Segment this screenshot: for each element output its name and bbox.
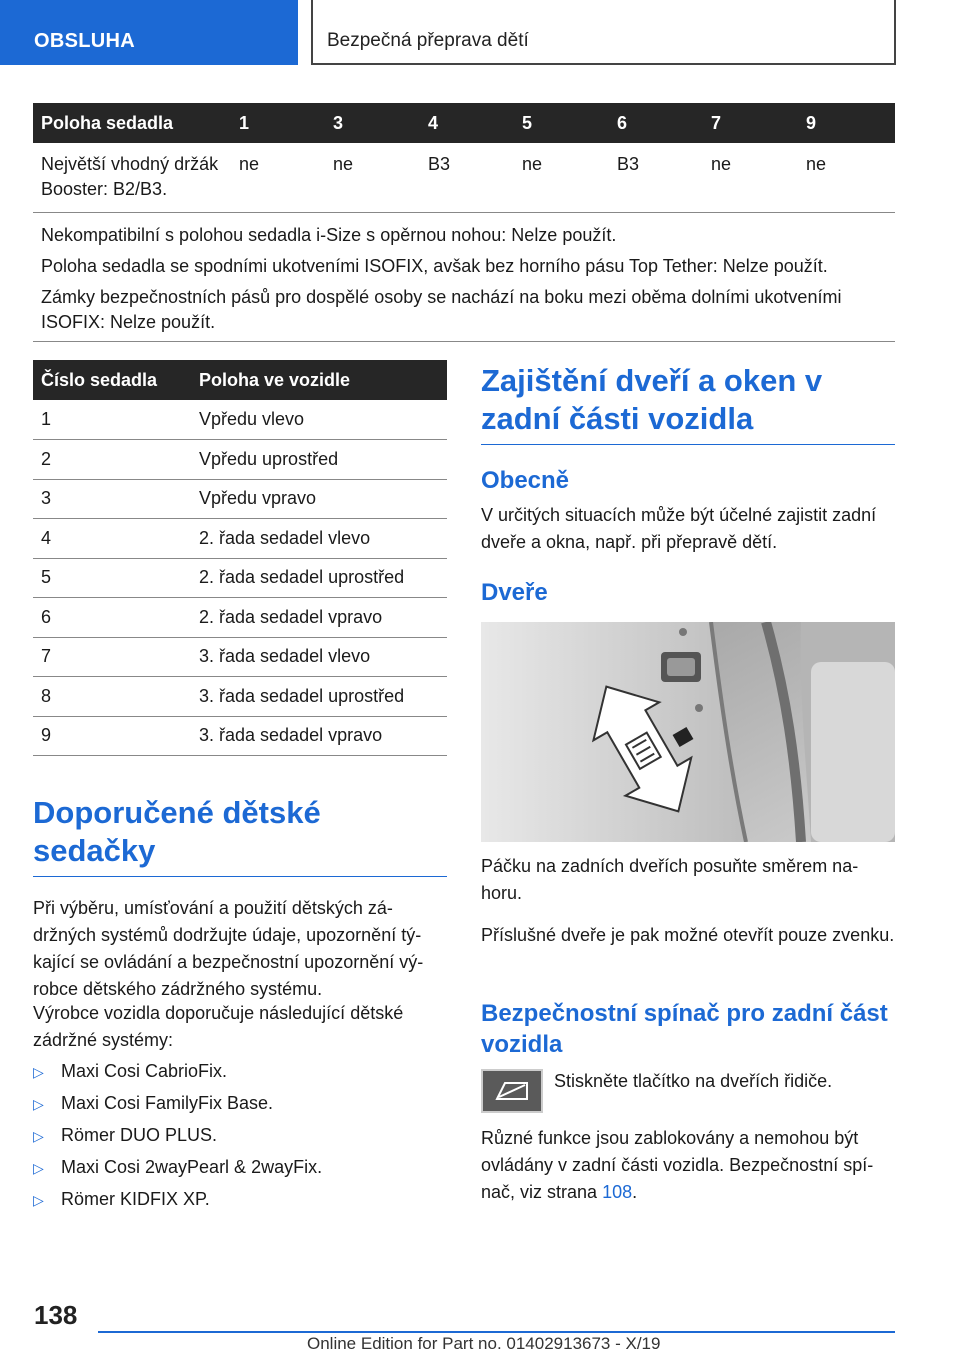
- table-cell: 3. řada sedadel vlevo: [191, 637, 447, 677]
- table-cell: 3. řada sedadel uprostřed: [191, 677, 447, 717]
- table-row: [33, 400, 447, 440]
- table-row: [33, 716, 447, 756]
- table-row: [33, 440, 447, 480]
- table-row: [33, 598, 447, 638]
- table-notes-row: [33, 213, 895, 342]
- seat-position-table: [33, 360, 447, 756]
- table-cell: Vpředu vpravo: [191, 479, 447, 519]
- table-cell: B3: [420, 143, 514, 213]
- header-cell: Poloha sedadla: [33, 103, 231, 143]
- table-cell: ne: [325, 143, 420, 213]
- paragraph: Příslušné dveře je pak možné otevřít pouze zvenku.: [481, 925, 895, 945]
- list-item-text: Römer KIDFIX XP.: [61, 1189, 210, 1209]
- table-row: [33, 677, 447, 717]
- heading-recommended-seats: Doporučené dětské sedačky: [33, 794, 447, 877]
- header-cell: Číslo sedadla: [33, 360, 191, 400]
- bullet-triangle-icon: ▷: [33, 1096, 44, 1112]
- table-cell: 8: [33, 677, 191, 717]
- paragraph: Při výběru, umísťování a použití dětských zá-držných systémů dodržujte údaje, upozornění tý-kající se ovládání a bezpečnostní upozornění vý-robce dětského zádržného systému.: [33, 898, 424, 999]
- table-header-row: [33, 360, 447, 400]
- table-cell: 7: [33, 637, 191, 677]
- table-cell: Vpředu uprostřed: [191, 440, 447, 480]
- list-item: [33, 1090, 447, 1122]
- paragraph: Stiskněte tlačítko na dveřích řidiče.: [554, 1071, 833, 1091]
- table-cell: Největší vhodný držák Booster: B2/B3.: [33, 143, 231, 213]
- footer-divider: [98, 1331, 895, 1333]
- list-item-text: Maxi Cosi CabrioFix.: [61, 1061, 228, 1081]
- table-cell: Vpředu vlevo: [191, 400, 447, 440]
- heading-door-window-lock: Zajištění dveří a oken v zadní části vozidla: [481, 362, 895, 445]
- chapter-title: Bezpečná přeprava dětí: [311, 0, 896, 65]
- table-header-row: [33, 103, 895, 143]
- list-item-text: Maxi Cosi FamilyFix Base.: [61, 1093, 274, 1113]
- paragraph: Páčku na zadních dveřích posuňte směrem na-horu.: [481, 856, 859, 903]
- table-cell: 2. řada sedadel vlevo: [191, 519, 447, 559]
- table-cell: 2. řada sedadel vpravo: [191, 598, 447, 638]
- list-item: [33, 1186, 447, 1218]
- list-item: [33, 1122, 447, 1154]
- table-cell: 9: [33, 716, 191, 756]
- paragraph: [481, 1125, 895, 1206]
- table-cell: ne: [231, 143, 325, 213]
- header-cell: Poloha ve vozidle: [191, 360, 447, 400]
- table-cell: 2. řada sedadel uprostřed: [191, 558, 447, 598]
- paragraph-text: .: [632, 1182, 638, 1202]
- table-cell: 5: [33, 558, 191, 598]
- table-notes: [33, 213, 895, 342]
- header-cell: 6: [609, 103, 703, 143]
- paragraph-text: Různé funkce jsou zablokovány a nemohou být ovládány v zadní části vozidla. Bezpečnostní spí-nač, viz strana: [481, 1128, 874, 1202]
- table-cell: 1: [33, 400, 191, 440]
- table-cell: ne: [514, 143, 609, 213]
- page-number: 138: [34, 1300, 78, 1330]
- subheading-safety-switch: Bezpečnostní spínač pro zadní část vozidla: [481, 1000, 888, 1058]
- table-row: [33, 479, 447, 519]
- table-row: [33, 637, 447, 677]
- header-cell: 4: [420, 103, 514, 143]
- table-cell: 6: [33, 598, 191, 638]
- recommended-seat-list: [33, 1058, 447, 1218]
- section-tab: OBSLUHA: [0, 0, 298, 65]
- table-cell: B3: [609, 143, 703, 213]
- bullet-triangle-icon: ▷: [33, 1064, 44, 1080]
- note: Nekompatibilní s polohou sedadla i-Size s opěrnou nohou: Nelze použít.: [41, 225, 617, 245]
- table-cell: 3. řada sedadel vpravo: [191, 716, 447, 756]
- table-cell: ne: [798, 143, 895, 213]
- paragraph: Výrobce vozidla doporučuje následující dětské zádržné systémy:: [33, 1003, 404, 1050]
- list-item-text: Römer DUO PLUS.: [61, 1125, 218, 1145]
- note: Zámky bezpečnostních pásů pro dospělé osoby se nachází na boku mezi oběma dolními ukotveními ISOFIX: Nelze použít.: [41, 287, 842, 332]
- list-item: [33, 1058, 447, 1090]
- window-lock-button-icon: [481, 1069, 543, 1113]
- table-row: [33, 558, 447, 598]
- paragraph: V určitých situacích může být účelné zajistit zadní dveře a okna, např. při přepravě dětí.: [481, 505, 877, 552]
- bullet-triangle-icon: ▷: [33, 1128, 44, 1144]
- subheading-doors: Dveře: [481, 579, 548, 606]
- door-lever-illustration: [481, 622, 895, 842]
- edition-footer: Online Edition for Part no. 01402913673 - X/19: [307, 1334, 661, 1353]
- list-item-text: Maxi Cosi 2wayPearl & 2wayFix.: [61, 1157, 323, 1177]
- table-cell: 3: [33, 479, 191, 519]
- header-cell: 5: [514, 103, 609, 143]
- compatibility-table: [33, 103, 895, 342]
- bullet-triangle-icon: ▷: [33, 1160, 44, 1176]
- header-cell: 1: [231, 103, 325, 143]
- table-row: [33, 519, 447, 559]
- list-item: [33, 1154, 447, 1186]
- note: Poloha sedadla se spodními ukotveními ISOFIX, avšak bez horního pásu Top Tether: Nelze použít.: [41, 256, 828, 276]
- table-cell: 2: [33, 440, 191, 480]
- header-cell: 7: [703, 103, 798, 143]
- table-row: [33, 143, 895, 213]
- header-cell: 3: [325, 103, 420, 143]
- table-cell: 4: [33, 519, 191, 559]
- page-reference-link[interactable]: 108: [602, 1182, 633, 1202]
- bullet-triangle-icon: ▷: [33, 1192, 44, 1208]
- subheading-general: Obecně: [481, 467, 570, 494]
- header-cell: 9: [798, 103, 895, 143]
- table-cell: ne: [703, 143, 798, 213]
